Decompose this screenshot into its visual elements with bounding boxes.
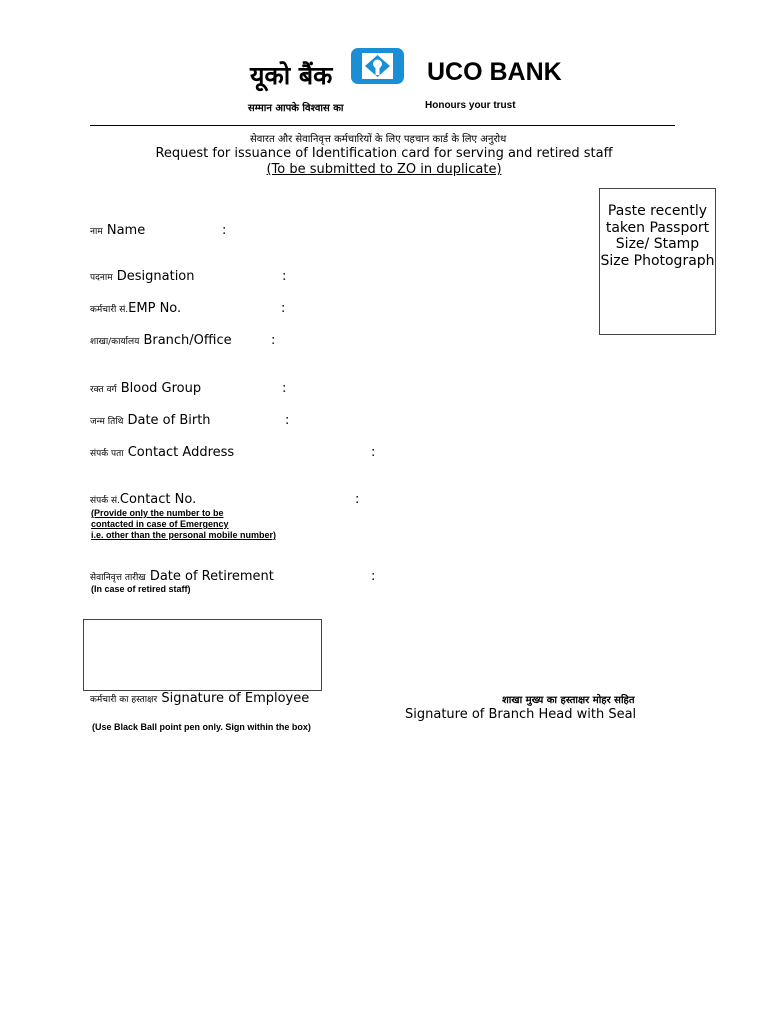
employee-signature-label	[90, 691, 309, 706]
designation-colon: :	[282, 269, 287, 284]
branch-field-label	[90, 333, 232, 348]
name-field-label	[90, 223, 145, 238]
signature-instructions: (Use Black Ball point pen only. Sign within the box)	[92, 722, 311, 732]
contact-no-hindi: संपर्क सं.	[90, 496, 120, 506]
emp-no-hindi: कर्मचारी सं.	[90, 305, 129, 315]
bank-name: UCO BANK	[427, 58, 562, 86]
employee-signature-text: Signature of Employee	[161, 691, 310, 706]
uco-bank-logo-icon	[349, 46, 406, 86]
retirement-note: (In case of retired staff)	[91, 584, 191, 594]
branch-colon: :	[271, 333, 276, 348]
tagline: Honours your trust	[425, 100, 516, 111]
photo-instructions: Paste recently taken Passport Size/ Stamp Size Photograph	[600, 203, 715, 269]
branch-head-signature-hindi: शाखा मुख्य का हस्ताक्षर मोहर सहित	[502, 695, 635, 706]
name-label: Name	[106, 223, 146, 238]
address-colon: :	[371, 445, 376, 460]
blood-group-colon: :	[282, 381, 287, 396]
address-field-label	[90, 445, 234, 460]
dob-hindi: जन्म तिथि	[90, 417, 124, 427]
branch-label: Branch/Office	[143, 333, 232, 348]
contact-no-colon: :	[355, 492, 360, 507]
address-hindi: संपर्क पता	[90, 449, 124, 459]
designation-label: Designation	[116, 269, 195, 284]
employee-signature-hindi: कर्मचारी का हस्ताक्षर	[90, 695, 158, 705]
contact-no-field-label	[90, 492, 196, 507]
name-colon: :	[222, 223, 227, 238]
request-title-hindi: सेवारत और सेवानिवृत्त कर्मचारियों के लिए पहचान कार्ड के लिए अनुरोध	[250, 134, 507, 145]
address-label: Contact Address	[127, 445, 235, 460]
retirement-hindi: सेवानिवृत्त तारीख	[90, 573, 146, 583]
emp-no-field-label	[90, 301, 181, 316]
branch-hindi: शाखा/कार्यालय	[90, 337, 140, 347]
dob-field-label	[90, 413, 211, 428]
designation-hindi: पदनाम	[90, 273, 113, 283]
photo-box[interactable]	[599, 188, 716, 335]
contact-note-line2: contacted in case of Emergency	[91, 519, 229, 529]
bank-name-hindi: यूको बैंक	[250, 61, 333, 90]
employee-signature-box[interactable]	[83, 619, 322, 691]
contact-note-line3: i.e. other than the personal mobile number)	[91, 530, 277, 540]
blood-group-hindi: रक्त वर्ग	[90, 385, 117, 395]
emp-no-label: EMP No.	[128, 301, 182, 316]
branch-head-signature-label: Signature of Branch Head with Seal	[405, 707, 637, 722]
retirement-colon: :	[371, 569, 376, 584]
header-divider	[90, 125, 675, 126]
contact-no-label: Contact No.	[119, 492, 197, 507]
tagline-hindi: सम्मान आपके विश्वास का	[248, 103, 344, 114]
request-subtitle-text: (To be submitted to ZO in duplicate)	[266, 162, 502, 177]
dob-colon: :	[285, 413, 290, 428]
designation-field-label	[90, 269, 195, 284]
dob-label: Date of Birth	[127, 413, 211, 428]
emp-no-colon: :	[281, 301, 286, 316]
request-subtitle	[0, 162, 768, 177]
blood-group-field-label	[90, 381, 201, 396]
contact-note-line1: (Provide only the number to be	[91, 508, 224, 518]
request-title: Request for issuance of Identification card for serving and retired staff	[155, 146, 613, 161]
name-hindi: नाम	[90, 227, 103, 237]
retirement-label: Date of Retirement	[149, 569, 274, 584]
retirement-field-label	[90, 569, 274, 584]
blood-group-label: Blood Group	[120, 381, 202, 396]
